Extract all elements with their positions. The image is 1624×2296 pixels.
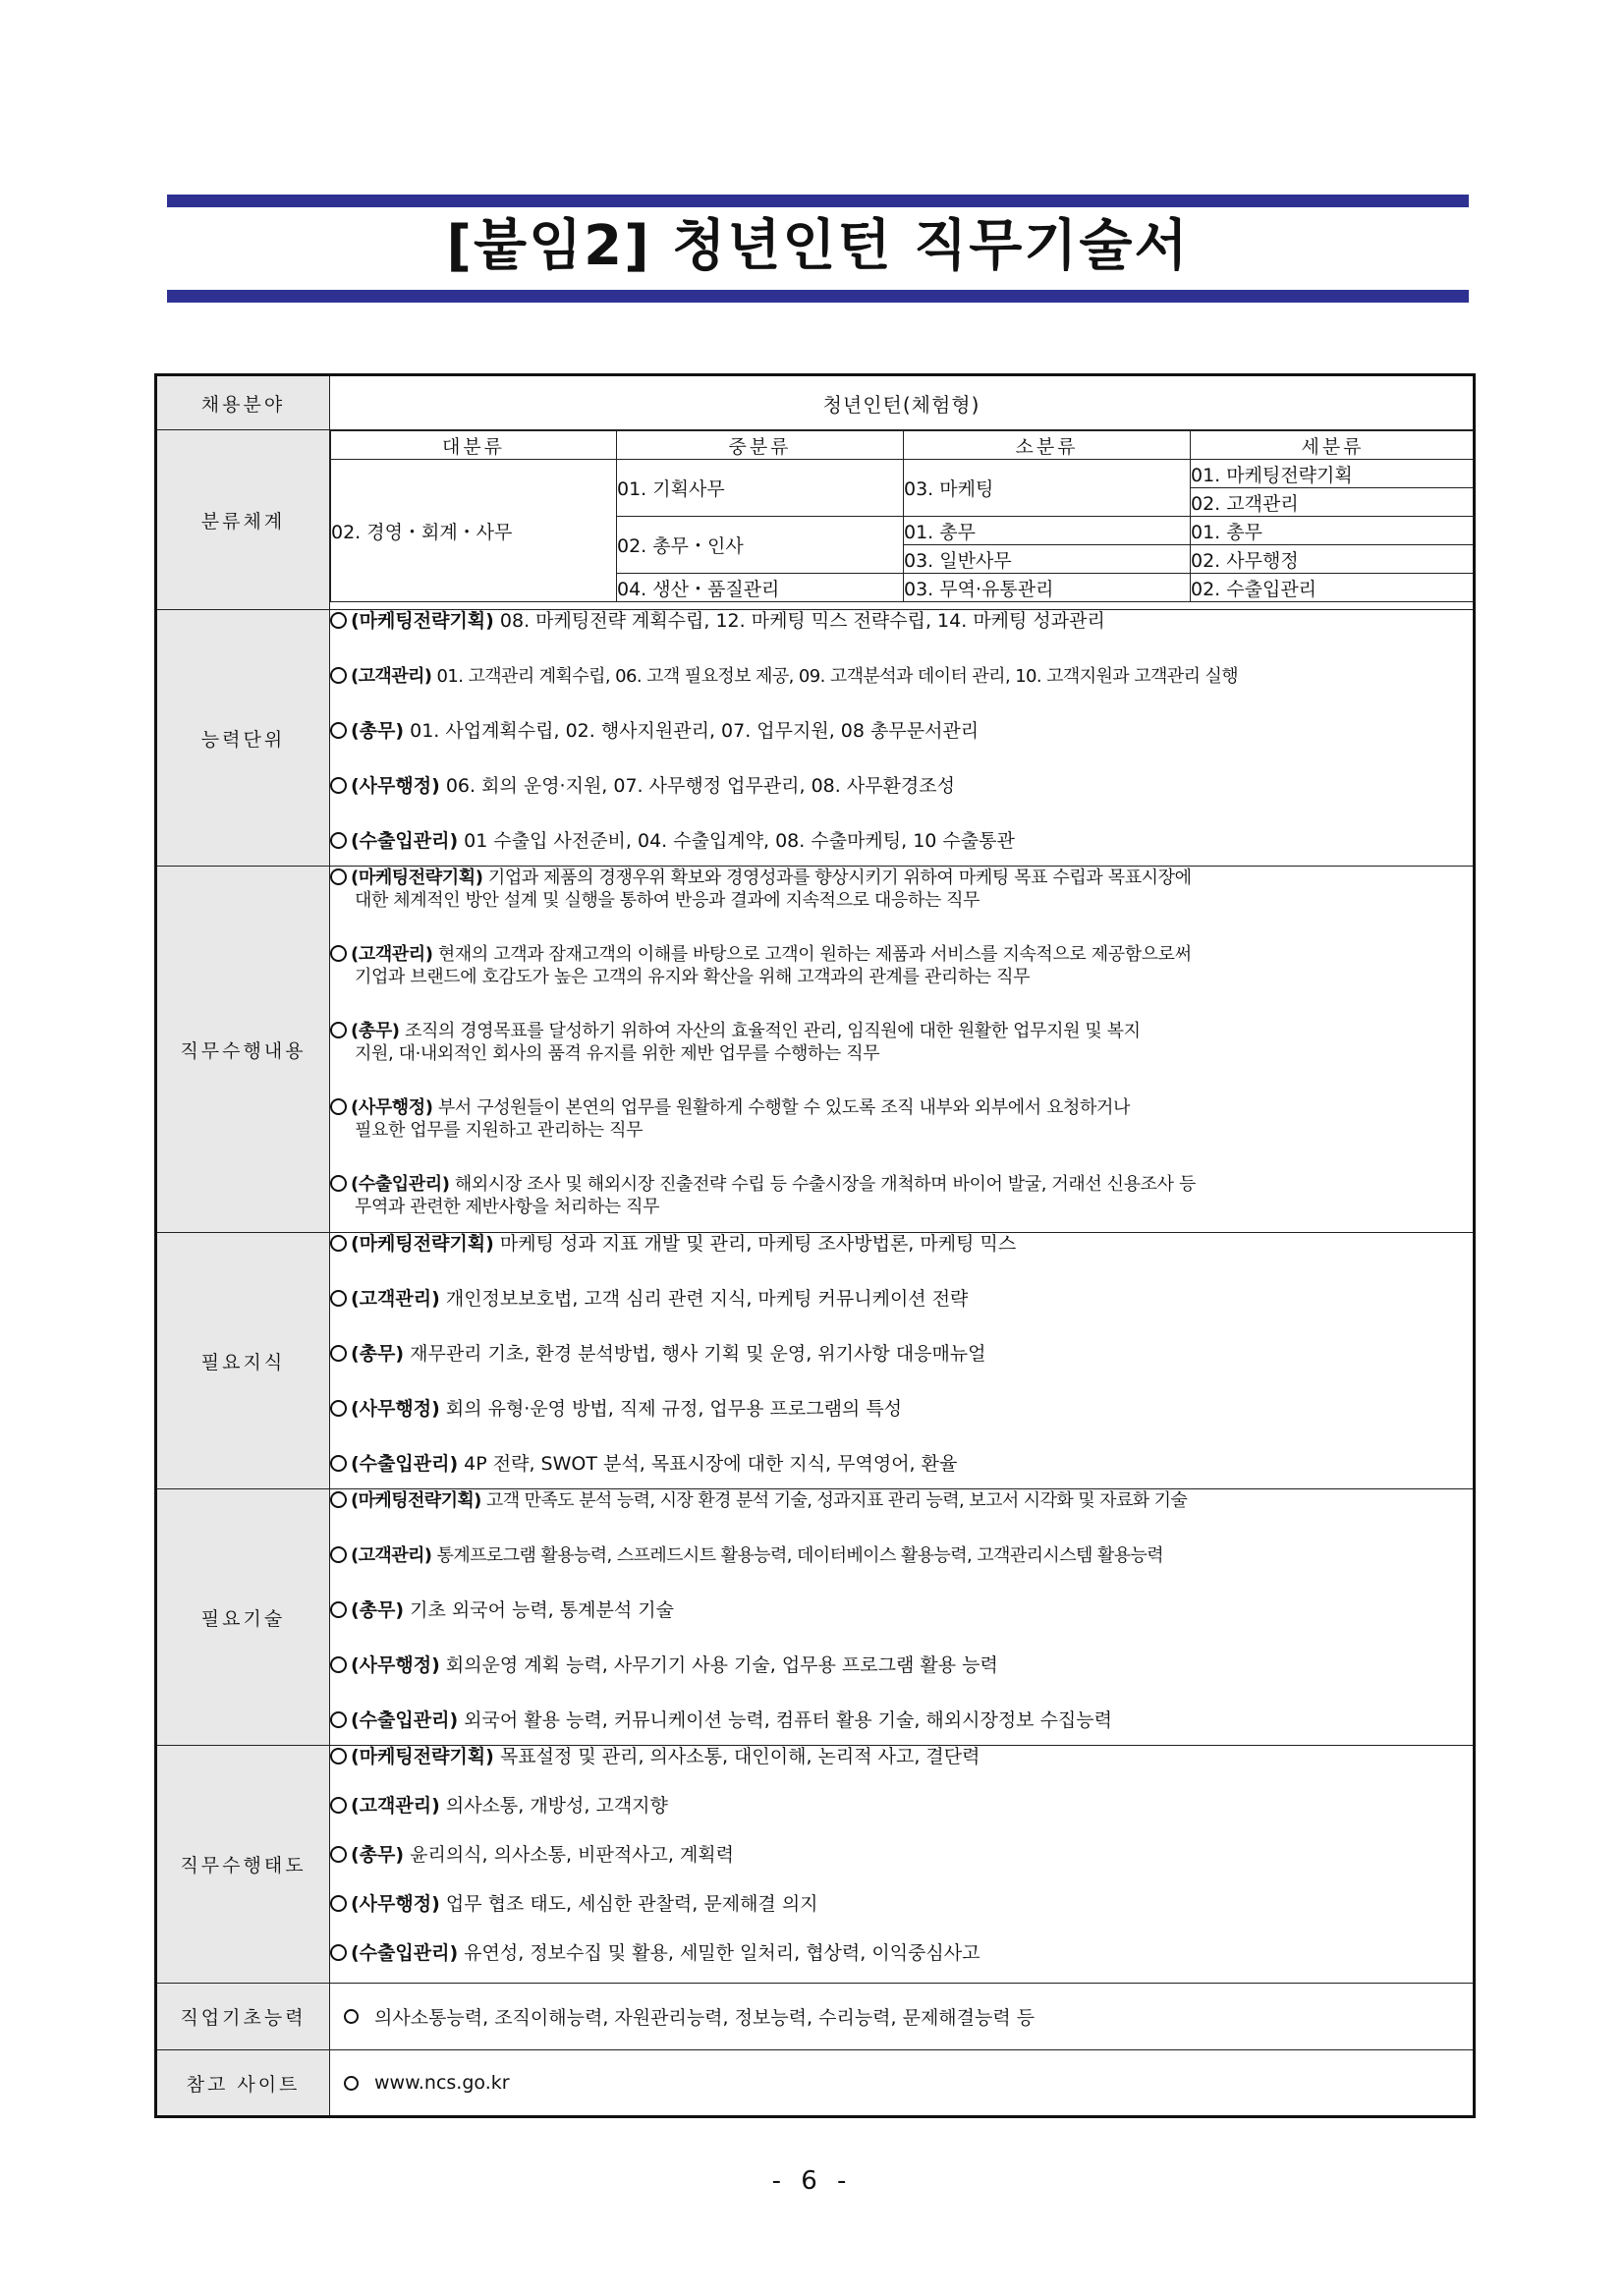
circle-bullet-icon: [330, 1797, 347, 1814]
list-item: (총무) 01. 사업계획수립, 02. 행사지원관리, 07. 업무지원, 08 총무문서관리: [330, 720, 1473, 775]
duties-row: [156, 867, 1475, 1233]
circle-bullet-icon: [330, 1711, 347, 1728]
mid-category-3: 04. 생산・품질관리: [617, 574, 904, 602]
title-bar-bottom: [167, 290, 1469, 303]
ability-units-cell: [330, 610, 1475, 867]
list-item: (수출입관리) 외국어 활용 능력, 커뮤니케이션 능력, 컴퓨터 활용 기술, 해외시장정보 수집능력: [330, 1709, 1473, 1732]
job-description-table: [154, 373, 1476, 2118]
list-item: (수출입관리) 4P 전략, SWOT 분석, 목표시장에 대한 지식, 무역영어, 환율: [330, 1453, 1473, 1476]
list-item: (마케팅전략기획) 08. 마케팅전략 계획수립, 12. 마케팅 믹스 전략수립, 14. 마케팅 성과관리: [330, 610, 1473, 665]
circle-bullet-icon: [330, 945, 347, 962]
reference-site-row: [156, 2050, 1475, 2117]
mid-category-1: 01. 기획사무: [617, 460, 904, 517]
reference-site-label: 참고 사이트: [156, 2050, 330, 2117]
list-item: (사무행정) 회의운영 계획 능력, 사무기기 사용 기술, 업무용 프로그램 활용 능력: [330, 1654, 1473, 1709]
list-item: (고객관리) 통계프로그램 활용능력, 스프레드시트 활용능력, 데이터베이스 활용능력, 고객관리시스템 활용능력: [330, 1544, 1473, 1599]
knowledge-cell: [330, 1233, 1475, 1489]
basic-abilities-cell: [330, 1984, 1475, 2050]
basic-abilities-label: 직업기초능력: [156, 1984, 330, 2050]
classification-row: [156, 430, 1475, 610]
circle-bullet-icon: [330, 1235, 347, 1252]
detail-category-1b: 02. 고객관리: [1191, 488, 1476, 517]
list-item: (고객관리) 01. 고객관리 계획수립, 06. 고객 필요정보 제공, 09. 고객분석과 데이터 관리, 10. 고객지원과 고객관리 실행: [330, 665, 1473, 720]
attitude-cell: [330, 1746, 1475, 1984]
small-category-2b: 03. 일반사무: [904, 545, 1191, 574]
recruit-row: [156, 375, 1475, 430]
circle-bullet-icon: [344, 2076, 359, 2091]
list-item: (사무행정) 부서 구성원들이 본연의 업무를 원활하게 수행할 수 있도록 조직 내부와 외부에서 요청하거나 필요한 업무를 지원하고 관리하는 직무: [330, 1096, 1473, 1173]
circle-bullet-icon: [330, 1895, 347, 1912]
list-item: (고객관리) 개인정보보호법, 고객 심리 관련 지식, 마케팅 커뮤니케이션 전략: [330, 1288, 1473, 1343]
attitude-label: 직무수행태도: [156, 1746, 330, 1984]
circle-bullet-icon: [330, 1290, 347, 1307]
list-item: (고객관리) 의사소통, 개방성, 고객지향: [330, 1795, 1473, 1844]
recruit-value: 청년인턴(체험형): [330, 375, 1475, 430]
reference-site-link[interactable]: www.ncs.go.kr: [374, 2072, 510, 2094]
circle-bullet-icon: [344, 2009, 359, 2024]
small-category-1: 03. 마케팅: [904, 460, 1191, 517]
duties-cell: [330, 867, 1475, 1233]
circle-bullet-icon: [330, 1748, 347, 1764]
circle-bullet-icon: [330, 612, 347, 629]
list-item: (사무행정) 회의 유형·운영 방법, 직제 규정, 업무용 프로그램의 특성: [330, 1398, 1473, 1453]
classification-table: [330, 430, 1476, 602]
ability-units-row: [156, 610, 1475, 867]
detail-category-1a: 01. 마케팅전략기획: [1191, 460, 1476, 488]
list-item: (총무) 기초 외국어 능력, 통계분석 기술: [330, 1599, 1473, 1654]
page-number: - 6 -: [771, 2166, 853, 2196]
header-detail: 세분류: [1191, 431, 1476, 460]
basic-abilities-row: [156, 1984, 1475, 2050]
circle-bullet-icon: [330, 1491, 347, 1508]
circle-bullet-icon: [330, 1400, 347, 1417]
reference-site-cell: [330, 2050, 1475, 2117]
detail-category-2b: 02. 사무행정: [1191, 545, 1476, 574]
circle-bullet-icon: [330, 1846, 347, 1863]
header-small: 소분류: [904, 431, 1191, 460]
list-item: (마케팅전략기획) 목표설정 및 관리, 의사소통, 대인이해, 논리적 사고, 결단력: [330, 1746, 1473, 1795]
ability-units-label: 능력단위: [156, 610, 330, 867]
skills-row: [156, 1489, 1475, 1746]
knowledge-label: 필요지식: [156, 1233, 330, 1489]
detail-category-2a: 01. 총무: [1191, 517, 1476, 545]
small-category-2a: 01. 총무: [904, 517, 1191, 545]
circle-bullet-icon: [330, 1546, 347, 1563]
list-item: (총무) 재무관리 기초, 환경 분석방법, 행사 기획 및 운영, 위기사항 대응매뉴얼: [330, 1343, 1473, 1398]
recruit-label: 채용분야: [156, 375, 330, 430]
circle-bullet-icon: [330, 1455, 347, 1472]
circle-bullet-icon: [330, 1345, 347, 1362]
skills-label: 필요기술: [156, 1489, 330, 1746]
list-item: (고객관리) 현재의 고객과 잠재고객의 이해를 바탕으로 고객이 원하는 제품과 서비스를 지속적으로 제공함으로써 기업과 브랜드에 호감도가 높은 고객의 유지와 확산을 위해 고객과의 관계를 관리하는 직무: [330, 943, 1473, 1020]
circle-bullet-icon: [330, 1944, 347, 1961]
knowledge-row: [156, 1233, 1475, 1489]
small-category-3: 03. 무역·유통관리: [904, 574, 1191, 602]
header-mid: 중분류: [617, 431, 904, 460]
mid-category-2: 02. 총무・인사: [617, 517, 904, 574]
list-item: (마케팅전략기획) 고객 만족도 분석 능력, 시장 환경 분석 기술, 성과지표 관리 능력, 보고서 시각화 및 자료화 기술: [330, 1489, 1473, 1544]
list-item: (수출입관리) 01 수출입 사전준비, 04. 수출입계약, 08. 수출마케팅, 10 수출통관: [330, 830, 1473, 853]
list-item: (마케팅전략기획) 마케팅 성과 지표 개발 및 관리, 마케팅 조사방법론, 마케팅 믹스: [330, 1233, 1473, 1288]
list-item: (사무행정) 업무 협조 태도, 세심한 관찰력, 문제해결 의지: [330, 1893, 1473, 1942]
circle-bullet-icon: [330, 868, 347, 885]
detail-category-3: 02. 수출입관리: [1191, 574, 1476, 602]
circle-bullet-icon: [330, 777, 347, 794]
circle-bullet-icon: [330, 832, 347, 849]
major-category: 02. 경영・회계・사무: [331, 460, 617, 602]
list-item: (수출입관리) 해외시장 조사 및 해외시장 진출전략 수립 등 수출시장을 개척하며 바이어 발굴, 거래선 신용조사 등 무역과 관련한 제반사항을 처리하는 직무: [330, 1173, 1473, 1218]
circle-bullet-icon: [330, 667, 347, 684]
circle-bullet-icon: [330, 1656, 347, 1673]
circle-bullet-icon: [330, 1098, 347, 1115]
circle-bullet-icon: [330, 1022, 347, 1038]
list-item: (사무행정) 06. 회의 운영·지원, 07. 사무행정 업무관리, 08. 사무환경조성: [330, 775, 1473, 830]
list-item: (총무) 윤리의식, 의사소통, 비판적사고, 계획력: [330, 1844, 1473, 1893]
classification-label: 분류체계: [156, 430, 330, 610]
duties-label: 직무수행내용: [156, 867, 330, 1233]
circle-bullet-icon: [330, 1601, 347, 1618]
skills-cell: [330, 1489, 1475, 1746]
attitude-row: [156, 1746, 1475, 1984]
list-item: (총무) 조직의 경영목표를 달성하기 위하여 자산의 효율적인 관리, 임직원에 대한 원활한 업무지원 및 복지 지원, 대·내외적인 회사의 품격 유지를 위한 제반 업무를 수행하는 직무: [330, 1020, 1473, 1096]
basic-abilities-text: 의사소통능력, 조직이해능력, 자원관리능력, 정보능력, 수리능력, 문제해결능력 등: [374, 2007, 1036, 2029]
list-item: (수출입관리) 유연성, 정보수집 및 활용, 세밀한 일처리, 협상력, 이익중심사고: [330, 1942, 1473, 1965]
circle-bullet-icon: [330, 1175, 347, 1192]
page-title: [붙임2] 청년인턴 직무기술서: [446, 214, 1190, 278]
header-major: 대분류: [331, 431, 617, 460]
list-item: (마케팅전략기획) 기업과 제품의 경쟁우위 확보와 경영성과를 향상시키기 위하여 마케팅 목표 수립과 목표시장에 대한 체계적인 방안 설계 및 실행을 통하여 반응과 결과에 지속적으로 대응하는 직무: [330, 867, 1473, 943]
circle-bullet-icon: [330, 722, 347, 739]
